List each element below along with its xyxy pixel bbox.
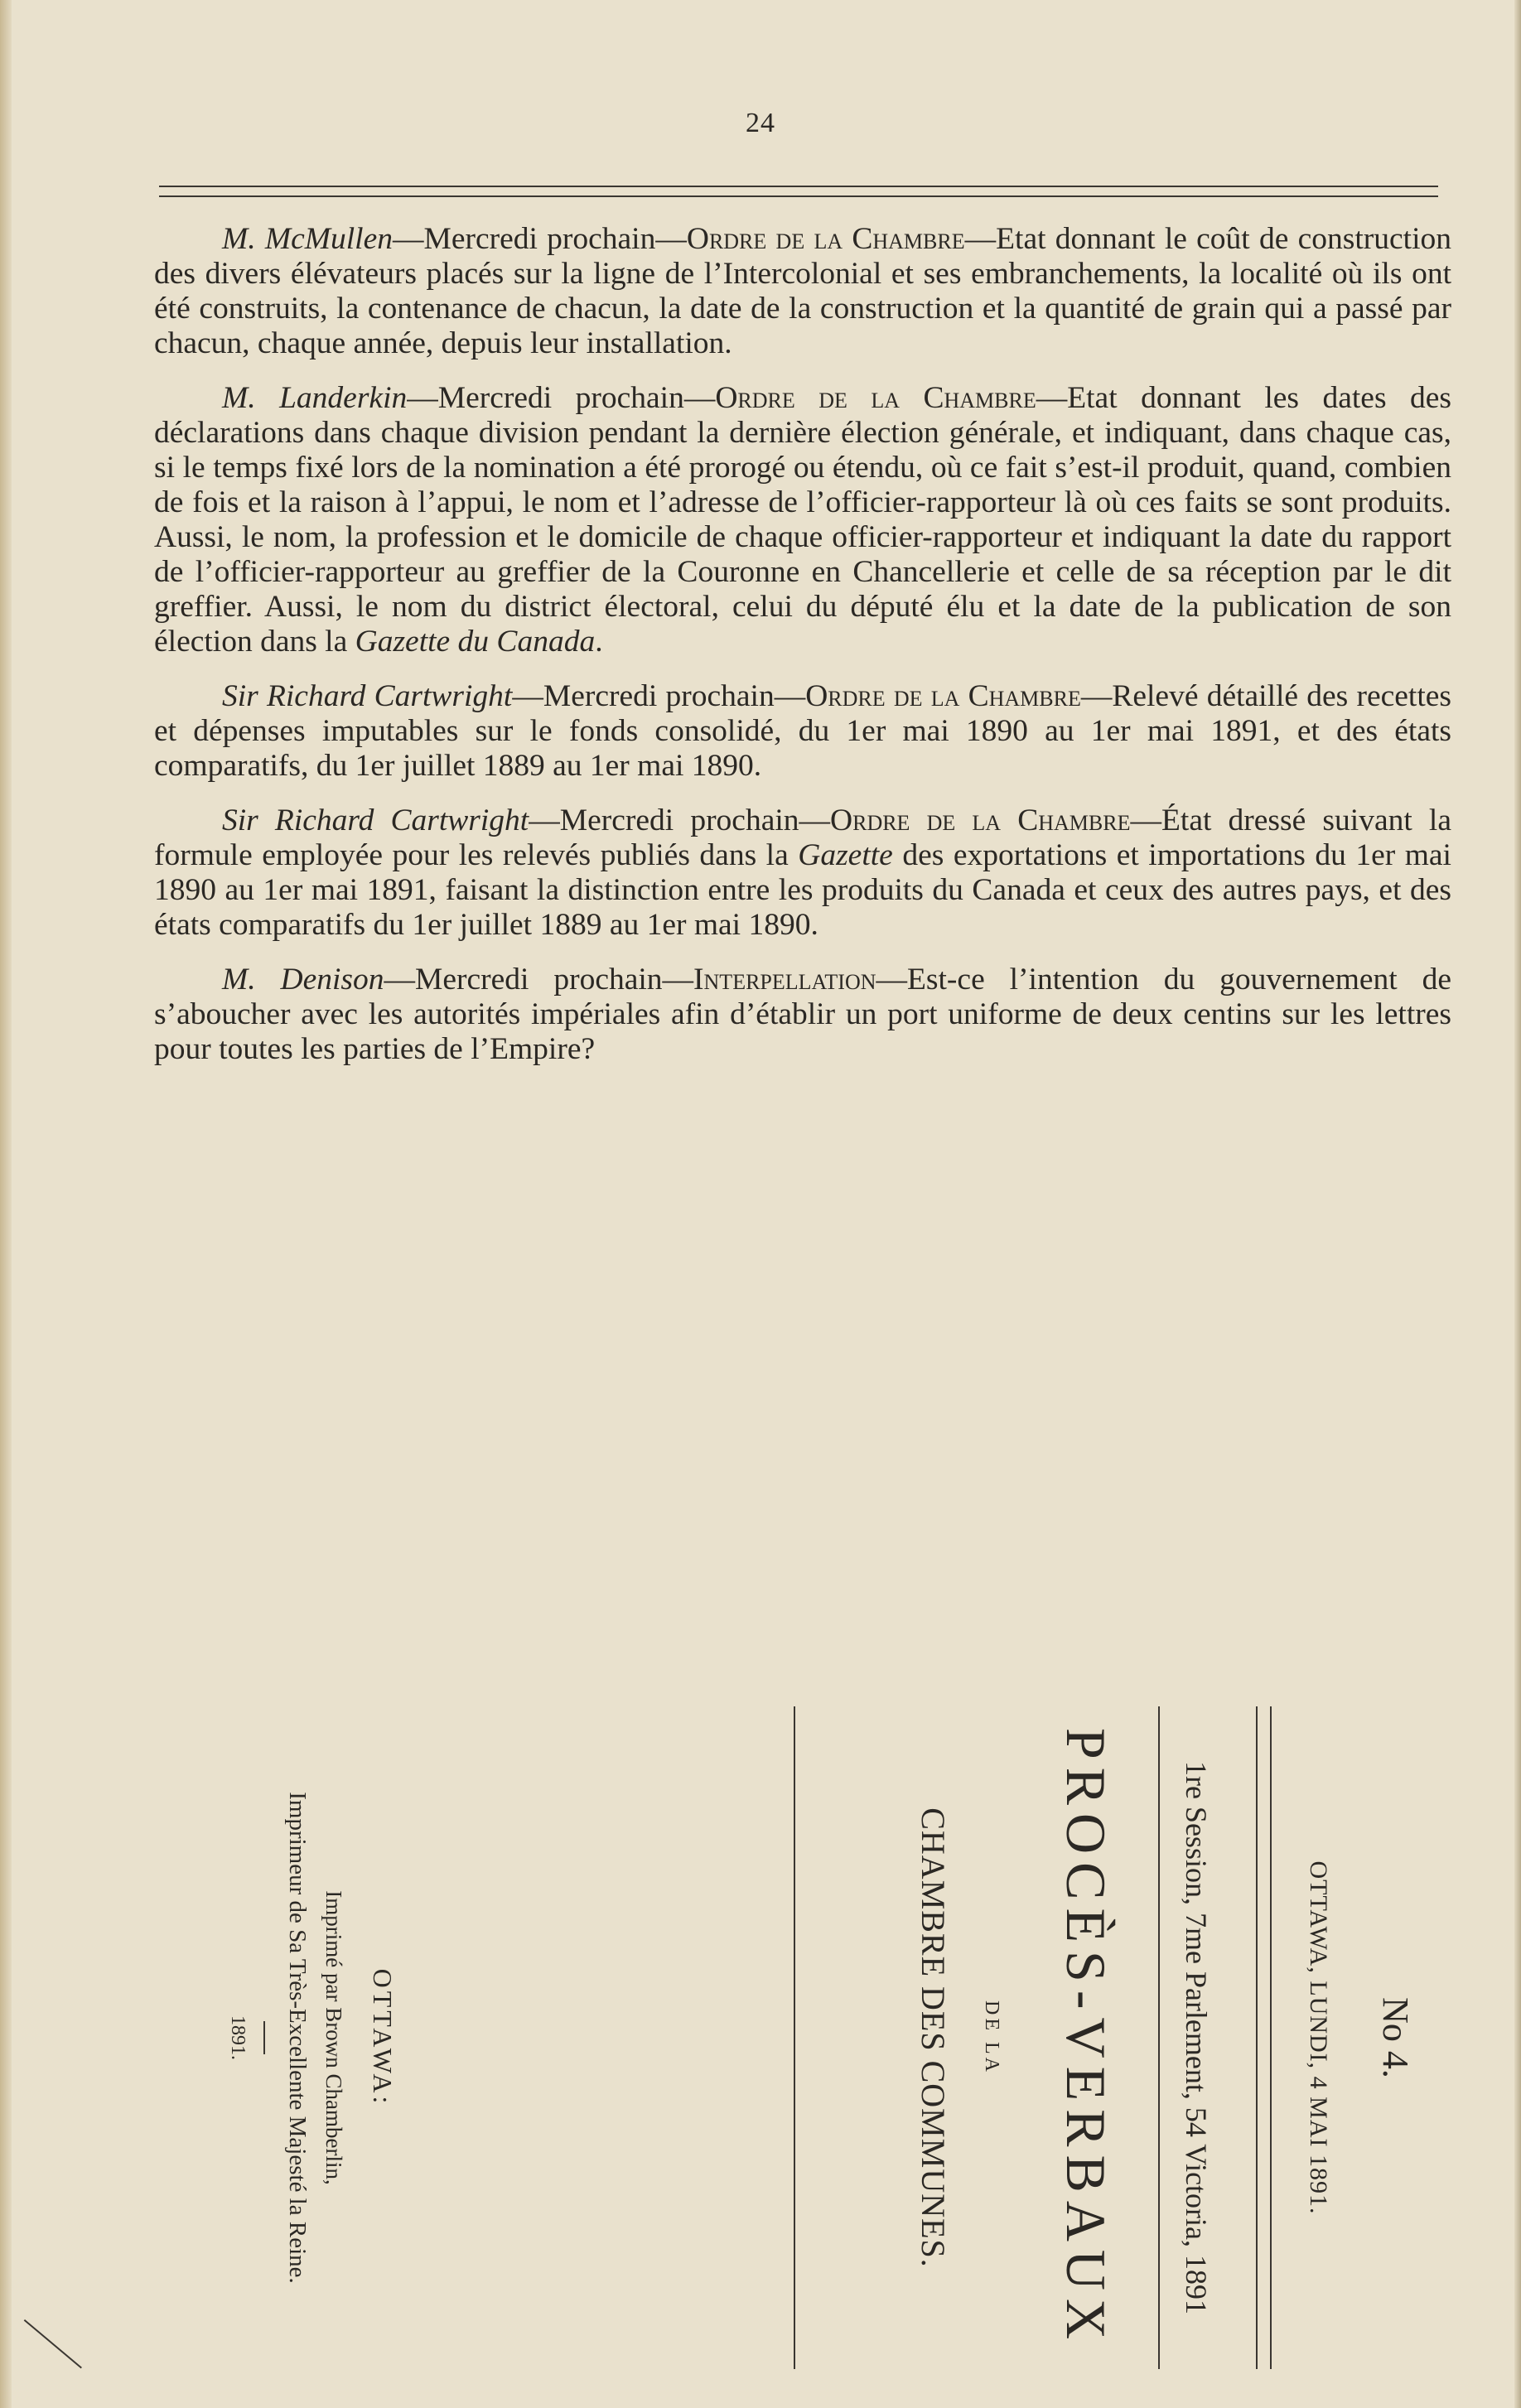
notice-entry: [154, 679, 1451, 784]
notice-type: Interpellation: [693, 963, 876, 996]
title-page-rotated: [116, 1706, 1433, 2369]
notice-entry: [154, 963, 1451, 1067]
member-name: Sir Richard Cartwright: [222, 679, 513, 713]
issue-date: OTTAWA, LUNDI, 4 MAI 1891.: [1305, 1860, 1332, 2215]
title-rule: [1270, 1706, 1272, 2369]
member-name: M. McMullen: [222, 222, 393, 256]
page-edge-left: [0, 0, 12, 2408]
notice-type: Ordre de la Chambre: [805, 679, 1081, 713]
notice-text-end: des exportations et importations du 1er mai 1890 au 1er mai 1891, faisant la distinction entre les produits du Canada et ceux des autres pays, et des états comparatifs du 1er juillet 1889 au 1er mai 1890.: [154, 838, 1451, 942]
header-rule: [159, 195, 1438, 197]
notice-date: —Mercredi prochain—: [512, 679, 806, 713]
page-number: 24: [746, 108, 775, 138]
title-rule: [794, 1706, 795, 2369]
notice-type: Ordre de la Chambre: [715, 381, 1036, 415]
notice-date: —Mercredi prochain—: [392, 222, 687, 256]
imprint-printer: Imprimé par Brown Chamberlin,: [321, 1890, 346, 2185]
page-edge-right: [1514, 0, 1521, 2408]
ink-stroke: [24, 2319, 82, 2368]
session-line: 1re Session, 7me Parlement, 54 Victoria, 1891: [1180, 1760, 1213, 2315]
publication-name: Gazette du Canada: [355, 625, 596, 659]
house-name: CHAMBRE DES COMMUNES.: [915, 1807, 952, 2268]
title-connector: DE LA: [981, 2000, 1002, 2075]
member-name: M. Landerkin: [222, 381, 408, 415]
notice-list: [154, 222, 1451, 1087]
notice-entry: [154, 222, 1451, 361]
notice-date: —Mercredi prochain—: [384, 963, 694, 996]
notice-text: —Est-ce l’intention du gouvernement de s’aboucher avec les autorités impériales afin d’établir un port uniforme de deux centins sur les lettres pour toutes les parties de l’Empire?: [154, 963, 1451, 1066]
imprint-rule: [263, 2021, 265, 2054]
title-rule: [1256, 1706, 1258, 2369]
notice-type: Ordre de la Chambre: [830, 803, 1131, 837]
notice-text: —Relevé détaillé des recettes et dépenses imputables sur le fonds consolidé, du 1er mai 1890 au 1er mai 1891, et des états comparatifs, du 1er juillet 1889 au 1er mai 1890.: [154, 679, 1451, 783]
main-title: PROCÈS-VERBAUX: [1055, 1727, 1118, 2348]
publication-name: Gazette: [798, 838, 893, 872]
notice-text-end: .: [595, 625, 603, 659]
member-name: Sir Richard Cartwright: [222, 803, 529, 837]
notice-text: —Etat donnant les dates des déclarations dans chaque division pendant la dernière élection générale, et indiquant, dans chaque cas, si le temps fixé lors de la nomination a été prorogé ou étendu, où ce fait s’est-il produit, quand, combien de fois et la raison à l’appui, le nom et l’adresse de l’officier-rapporteur là où ces faits se sont produits. Aussi, le nom, la profession et le domicile de chaque officier-rapporteur et indiquant la date du rapport de l’officier-rapporteur au greffier de la Couronne en Chancellerie et celle de sa réception par le dit greffier. Aussi, le nom du district électoral, celui du député élu et la date de la publication de son élection dans la: [154, 381, 1451, 659]
notice-text: —Etat donnant le coût de construction des divers élévateurs placés sur la ligne de l’Intercolonial et ses embranchements, la localité où ils ont été construits, la contenance de chacun, la date de la construction et la quantité de grain qui a passé par chacun, chaque année, depuis leur installation.: [154, 222, 1451, 360]
notice-date: —Mercredi prochain—: [407, 381, 716, 415]
notice-entry: [154, 803, 1451, 943]
notice-entry: [154, 381, 1451, 659]
notice-type: Ordre de la Chambre: [686, 222, 965, 256]
imprint-year: 1891.: [227, 2015, 249, 2060]
imprint-printer-title: Imprimeur de Sa Très-Excellente Majesté la Reine.: [284, 1792, 311, 2284]
imprint-place: OTTAWA:: [368, 1968, 398, 2107]
header-rule: [159, 186, 1438, 187]
notice-date: —Mercredi prochain—: [529, 803, 831, 837]
notice-text: —État dressé suivant la formule employée pour les relevés publiés dans la: [154, 803, 1451, 872]
title-rule: [1158, 1706, 1160, 2369]
member-name: M. Denison: [222, 963, 384, 996]
issue-number: No 4.: [1375, 1997, 1416, 2078]
